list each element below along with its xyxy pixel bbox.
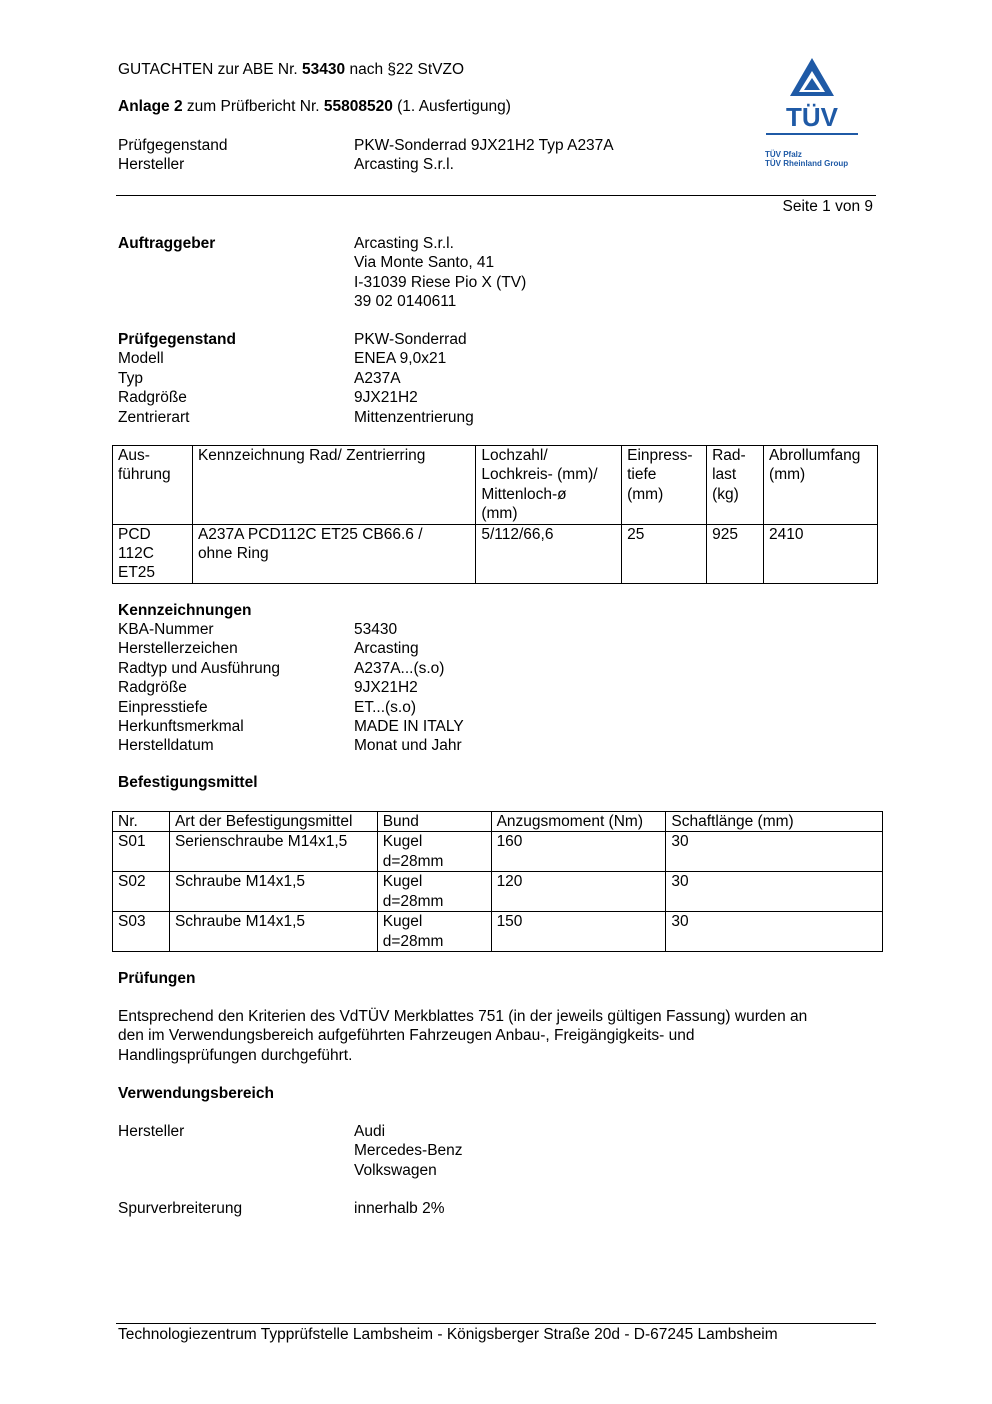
ausfuehrung-table [112,445,878,584]
pruefgegenstand-labels [118,330,236,427]
tuev-logo [764,56,860,172]
radgroesse-value: 9JX21H2 [354,389,418,407]
kennzeichnungen-title: Kennzeichnungen [118,602,252,619]
spurverbreiterung-label: Spurverbreiterung [118,1200,243,1217]
table-cell [764,524,878,583]
kennzeichnung-label: Radtyp und Ausführung [118,659,281,677]
cell-text: 25 [627,525,645,543]
tuev-pfalz-label: TÜV Pfalz [765,150,802,159]
abe-number: 53430 [302,61,346,78]
table-cell: Kugel d=28mm [377,872,491,912]
header-abe-suffix: nach §22 StVZO [345,61,465,78]
kennzeichnung-label: Radgröße [118,679,187,697]
kennzeichnung-value: 9JX21H2 [354,679,418,697]
zentrierart-label: Zentrierart [118,408,190,426]
header-abe-prefix: GUTACHTEN zur ABE Nr. [118,61,303,78]
table-row [113,872,883,912]
table-cell [113,524,193,583]
anlage-label: Anlage 2 [118,98,183,115]
table-header-cell: Art der Befestigungsmittel [169,812,377,832]
table-cell: Schraube M14x1,5 [169,912,377,952]
table-header-cell [113,446,193,525]
footer-address: Technologiezentrum Typprüfstelle Lambsheim - Königsberger Straße 20d - D-67245 Lambsheim [118,1326,778,1343]
table-cell: Kugel d=28mm [377,832,491,872]
table-cell [707,524,764,583]
typ-label: Typ [118,369,143,387]
table-row [113,832,883,872]
kennzeichnung-value: ET...(s.o) [354,698,417,716]
table-cell: Kugel d=28mm [377,912,491,952]
header-pg-label: Prüfgegenstand [118,137,228,154]
address-line: Arcasting S.r.l. [354,235,454,252]
table-row [113,524,878,583]
manufacturer-item: Volkswagen [354,1161,437,1179]
spurverbreiterung-value: innerhalb 2% [354,1200,445,1217]
table-cell: 30 [666,872,883,912]
table-cell: 120 [491,872,666,912]
kennzeichnung-value: Arcasting [354,640,419,658]
paragraph-line: den im Verwendungsbereich aufgeführten Fahrzeugen Anbau-, Freigängigkeits- und [118,1027,695,1045]
auftraggeber-label: Auftraggeber [118,235,216,252]
kennzeichnung-label: Herstellerzeichen [118,640,238,658]
kennzeichnung-label: Herstelldatum [118,737,214,755]
header-abe-line [118,60,464,79]
page-indicator: Seite 1 von 9 [782,198,873,215]
anlage-mid: zum Prüfbericht Nr. [182,98,324,115]
cell-text: PCD 112C ET25 [118,525,156,582]
table-header-row [113,446,878,525]
modell-label: Modell [118,350,164,368]
anlage-suffix: (1. Ausfertigung) [392,98,511,115]
table-cell: 160 [491,832,666,872]
pruefbericht-number: 55808520 [323,98,393,115]
header-hersteller-label: Hersteller [118,156,185,173]
cell-text: 5/112/66,6 [481,525,554,543]
table-header-row [113,812,883,832]
auftraggeber-address [354,234,526,312]
kennzeichnung-label: Einpresstiefe [118,698,208,716]
tuev-logo-text: TÜV [786,102,838,132]
tuev-triangle-icon [764,56,860,136]
verwendung-hersteller-list [354,1122,463,1180]
header-divider [116,195,876,196]
table-header-cell [622,446,707,525]
kennzeichnung-value: 53430 [354,621,398,638]
kennzeichnungen-values [354,620,464,756]
table-header-cell [192,446,475,525]
table-row [113,912,883,952]
kennzeichnung-label: Herkunftsmerkmal [118,718,244,736]
befestigungsmittel-table [112,811,883,952]
kennzeichnungen-labels [118,620,280,756]
table-cell: Serienschraube M14x1,5 [169,832,377,872]
table-header-cell: Bund [377,812,491,832]
verwendungsbereich-title: Verwendungsbereich [118,1085,274,1102]
zentrierart-value: Mittenzentrierung [354,408,474,426]
typ-value: A237A [354,369,401,387]
header-text: Kennzeichnung Rad/ Zentrierring [197,447,426,464]
table-header-cell: Schaftlänge (mm) [666,812,883,832]
table-cell: S03 [113,912,170,952]
header-text: Abrollumfang (mm) [769,447,861,484]
pruefgegenstand-label: Prüfgegenstand [118,331,236,348]
pruefgegenstand-value: PKW-Sonderrad [354,331,467,348]
table-header-cell [764,446,878,525]
kennzeichnung-value: Monat und Jahr [354,737,462,755]
footer-divider [116,1323,876,1324]
pruefungen-title: Prüfungen [118,970,196,987]
header-text: Lochzahl/ Lochkreis- (mm)/ Mittenloch-ø (mm) [481,447,598,523]
table-cell: S02 [113,872,170,912]
table-header-cell: Nr. [113,812,170,832]
pruefgegenstand-values [354,330,474,427]
radgroesse-label: Radgröße [118,389,187,407]
verwendung-hersteller-label: Hersteller [118,1123,185,1140]
table-header-cell [476,446,622,525]
table-header-cell: Anzugsmoment (Nm) [491,812,666,832]
header-text: Aus- führung [118,447,171,484]
table-cell [622,524,707,583]
address-line: 39 02 0140611 [354,293,457,311]
paragraph-line: Handlingsprüfungen durchgeführt. [118,1046,353,1064]
pruefungen-paragraph [118,1007,807,1065]
tuev-rheinland-label: TÜV Rheinland Group [765,159,849,168]
cell-text: A237A PCD112C ET25 CB66.6 / ohne Ring [197,525,423,563]
table-cell: 30 [666,912,883,952]
befestigungsmittel-title: Befestigungsmittel [118,774,258,791]
paragraph-line: Entsprechend den Kriterien des VdTÜV Merkblattes 751 (in der jeweils gültigen Fassung) wurden an [118,1008,808,1025]
manufacturer-item: Audi [354,1123,386,1140]
table-cell [476,524,622,583]
cell-text: 2410 [769,525,804,543]
address-line: Via Monte Santo, 41 [354,254,495,272]
cell-text: 925 [712,525,738,543]
manufacturer-item: Mercedes-Benz [354,1142,463,1160]
kennzeichnung-value: MADE IN ITALY [354,718,464,736]
header-anlage-line [118,97,511,116]
modell-value: ENEA 9,0x21 [354,350,447,368]
table-cell: S01 [113,832,170,872]
header-hersteller-value: Arcasting S.r.l. [354,156,454,173]
header-text: Einpress- tiefe (mm) [627,447,693,503]
table-header-cell [707,446,764,525]
kennzeichnung-value: A237A...(s.o) [354,659,445,677]
table-cell: 150 [491,912,666,952]
kennzeichnung-label: KBA-Nummer [118,621,214,638]
table-cell: 30 [666,832,883,872]
header-text: Rad- last (kg) [712,447,746,503]
header-pg-value: PKW-Sonderrad 9JX21H2 Typ A237A [354,137,614,154]
address-line: I-31039 Riese Pio X (TV) [354,273,527,291]
table-cell: Schraube M14x1,5 [169,872,377,912]
table-cell [192,524,475,583]
